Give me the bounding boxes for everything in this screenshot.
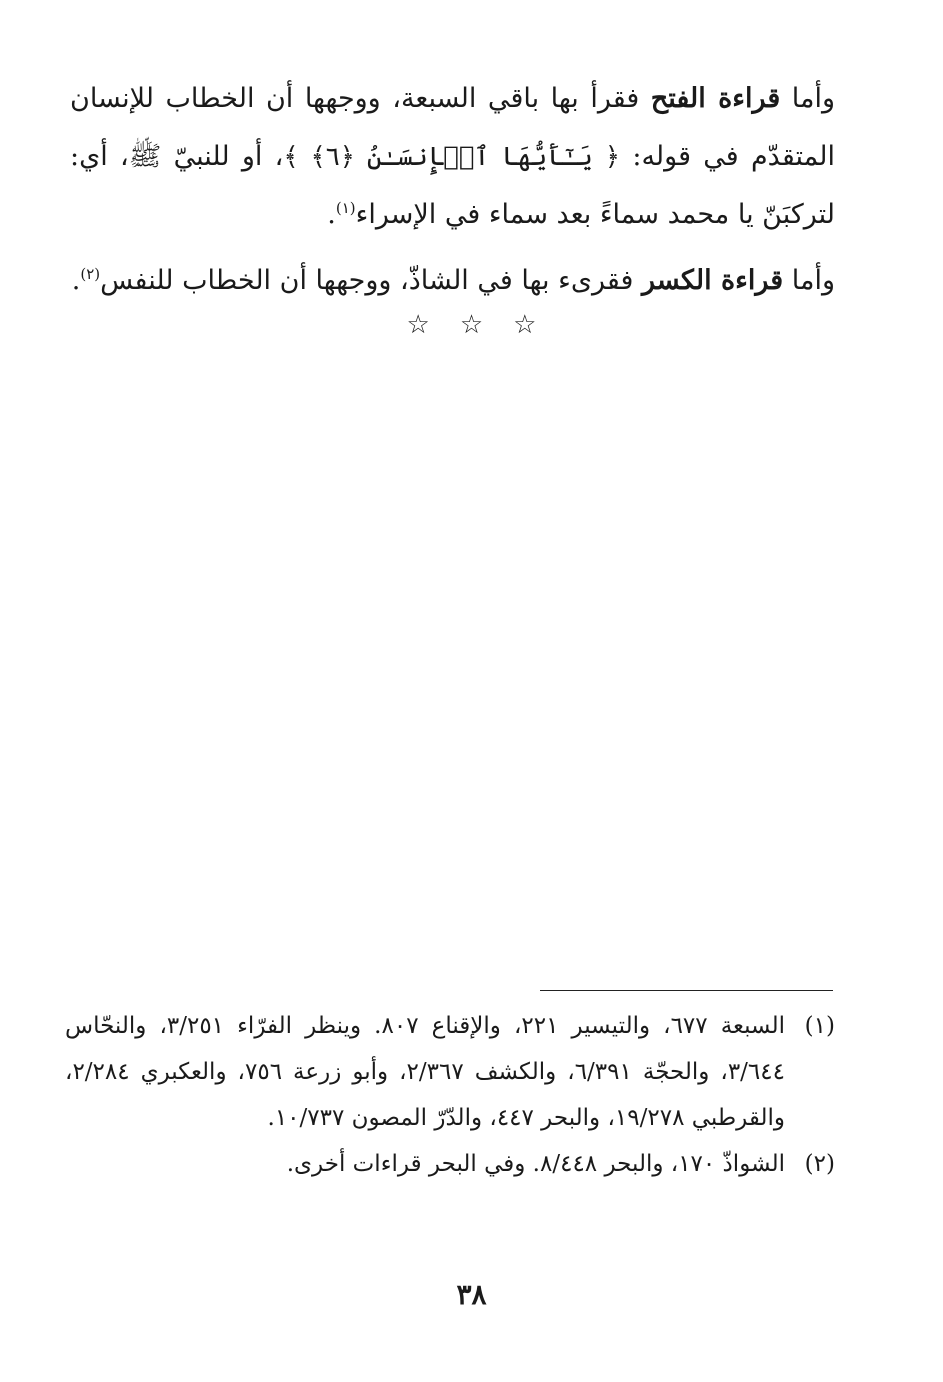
- p2-text-1: فقرىء بها في الشاذّ، ووجهها أن الخطاب للنفس: [100, 265, 643, 296]
- p1-text-2: ، أو للنبيّ ﷺ، أي: لتركبَنّ يا محمد سماءً بعد سماء في الإسراء: [70, 141, 835, 230]
- paragraph-fatha-reading: [70, 70, 835, 244]
- footnote-text: السبعة ٦٧٧، والتيسير ٢٢١، والإقناع ٨٠٧. وينظر الفرّاء ٣/٢٥١، والنحّاس ٣/٦٤٤، والحجّة ٦/٣٩١، والكشف ٢/٣٦٧، وأبو زرعة ٧٥٦، والعكبري ٢/٢٨٤، والقرطبي ١٩/٢٧٨، والبحر ٤٤٧، والدّرّ المصون ١٠/٧٣٧.: [65, 1013, 785, 1131]
- footnote-text: الشواذّ ١٧٠، والبحر ٨/٤٤٨. وفي البحر قراءات أخرى.: [286, 1151, 785, 1177]
- footnote-number: (١): [804, 1013, 835, 1039]
- footnote-divider: [540, 990, 833, 991]
- quran-quote: ﴿ يَـٰٓأَيُّهَا ٱلۡإِنسَـٰنُ ﴿٦﴾ ﴾: [283, 142, 621, 172]
- main-text: [70, 70, 835, 310]
- p2-lead: وأما: [783, 265, 835, 296]
- footnote-number: (٢): [804, 1151, 835, 1177]
- p1-lead: وأما: [780, 83, 835, 114]
- footnote-ref-1[interactable]: (١): [335, 199, 356, 217]
- star-icon: ☆: [459, 310, 484, 340]
- p2-keyword: قراءة الكسر: [642, 265, 784, 296]
- p2-end: .: [71, 265, 81, 296]
- p1-end: .: [327, 199, 336, 230]
- footnote-2: [65, 1141, 835, 1187]
- footnotes: [65, 1003, 835, 1187]
- footnote-1: [65, 1003, 835, 1141]
- star-icon: ☆: [513, 310, 537, 340]
- p1-keyword: قراءة الفتح: [650, 83, 781, 114]
- section-separator: [0, 310, 943, 340]
- page-number: ٣٨: [456, 1278, 487, 1311]
- footnote-ref-2[interactable]: (٢): [80, 265, 101, 283]
- star-icon: ☆: [406, 310, 430, 340]
- paragraph-kasra-reading: [70, 252, 835, 310]
- p1-text-1: فقرأ بها باقي السبعة، ووجهها أن الخطاب للإنسان المتقدّم في قوله:: [70, 83, 835, 172]
